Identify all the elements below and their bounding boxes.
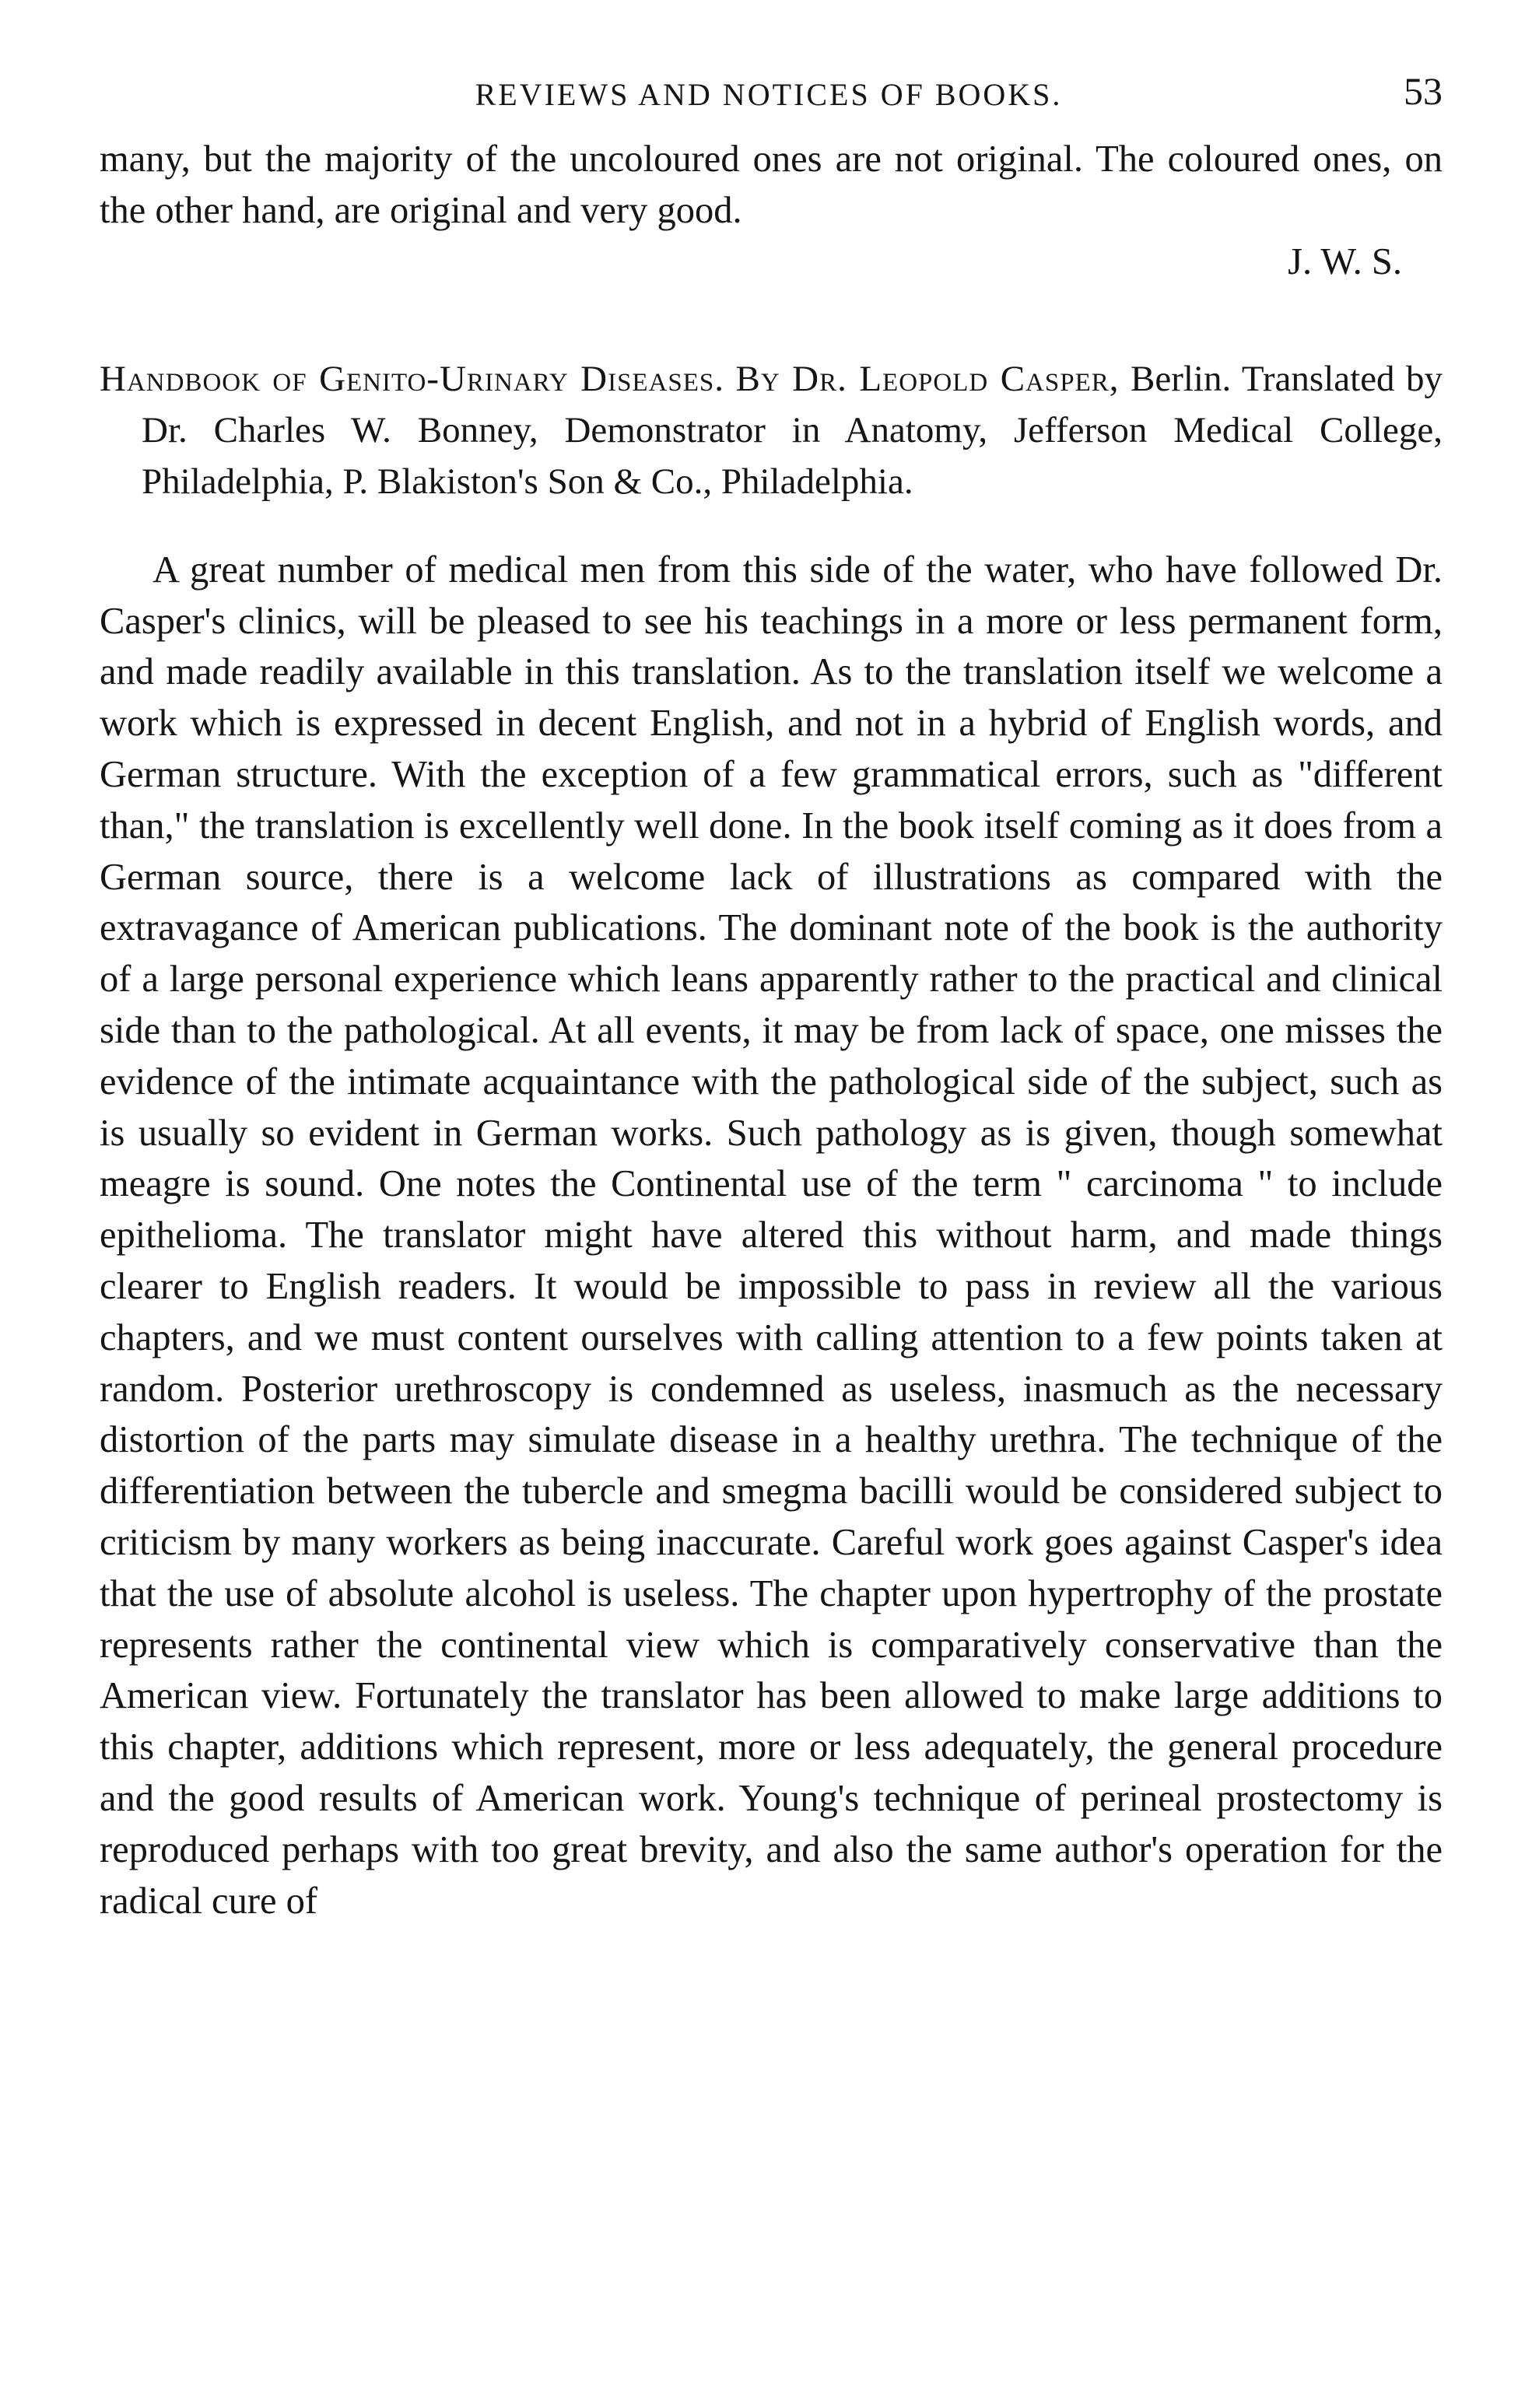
previous-review-closing-text: many, but the majority of the uncoloured ones are not original. The coloured ones, on the other hand, are original and very good. [100, 138, 1443, 231]
reviewer-signature: J. W. S. [1288, 240, 1402, 282]
running-header [100, 68, 1443, 131]
running-title: REVIEWS AND NOTICES OF BOOKS. [475, 77, 1063, 112]
book-page [100, 68, 1443, 1926]
page-number: 53 [1404, 69, 1443, 113]
review-heading [100, 354, 1443, 507]
review-body: A great number of medical men from this side of the water, who have followed Dr. Casper's clinics, will be pleased to see his teachings in a more or less permanent form, and made readily available in this translation. As to the translation itself we welcome a work which is expressed in decent English, and not in a hybrid of English words, and German structure. With the exception of a few grammatical errors, such as "different than," the translation is excellently well done. In the book itself coming as it does from a German source, there is a welcome lack of illustrations as compared with the extravagance of American publications. The dominant note of the book is the authority of a large personal experience which leans apparently rather to the practical and clinical side than to the pathological. At all events, it may be from lack of space, one misses the evidence of the intimate acquaintance with the pathological side of the subject, such as is usually so evident in German works. Such pathology as is given, though somewhat meagre is sound. One notes the Continental use of the term " carcinoma " to include epithelioma. The translator might have altered this without harm, and made things clearer to English readers. It would be impossible to pass in review all the various chapters, and we must content ourselves with calling attention to a few points taken at random. Posterior urethroscopy is condemned as useless, inasmuch as the necessary distortion of the parts may simulate disease in a healthy urethra. The technique of the differentiation between the tubercle and smegma bacilli would be considered subject to criticism by many workers as being inaccurate. Careful work goes against Casper's idea that the use of absolute alcohol is useless. The chapter upon hypertrophy of the prostate represents rather the continental view which is comparatively conservative than the American view. Fortunately the translator has been allowed to make large additions to this chapter, additions which represent, more or less adequately, the general procedure and the good results of American work. Young's technique of perineal prostectomy is reproduced perhaps with too great brevity, and also the same author's operation for the radical cure of [100, 549, 1443, 1922]
book-author: By Dr. Leopold Casper, [735, 359, 1120, 400]
book-title: Handbook of Genito-Urinary Diseases. [100, 359, 725, 400]
book-publication-details: Berlin. Translated by Dr. Charles W. Bonney, Demonstrator in Anatomy, Jefferson Medical College, Philadelphia, P. Blakiston's Son & Co., Philadelphia. [142, 359, 1443, 502]
